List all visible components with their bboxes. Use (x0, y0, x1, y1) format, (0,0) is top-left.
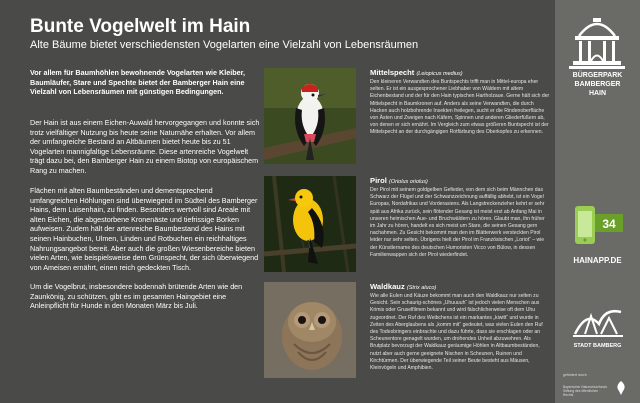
bird-name: Mittelspecht (Leiopicus medius) (370, 68, 463, 77)
bird-description: Wie alle Eulen und Käuze bekommt man auch den Waldkauz nur selten zu Gesicht. Sein schaurig-schönes „Uhuuuuh“ ist jedoch vielen Menschen aus Krimis oder Gruselfilmen bekannt und wird fälschlicherweise oft dem Uhu zugeordnet. Der Ruf des Weibchens ist ein markantes „kiwitt“ und wurde in Zeiten des Aberglaubens als „komm mit“ gedeutet, was vielen Eulen den Ruf des Todesbringers einbrachte und dazu führte, dass sie erschlagen oder an Scheunentore genagelt wurden, um drohendes Unheil abzuwehren. Als Brutplatz bevorzugt der Waldkauz geräumige Höhlen in Altbaumbeständen, nutzt aber auch gerne geeignete Nischen in Scheunen, Ruinen und Kirchtürmen. Der überwiegende Teil seiner Beute besteht aus Mäusen, Kleinvögeln und Amphibien. (370, 293, 543, 372)
bird-description: Der Pirol mit seinem goldgelben Gefieder, von dem sich beim Männchen das Schwarz der Flügel und der Schwanzzeichnung auffällig abhebt, ist ein Vogel Europas, Nordafrikas und Vorderasiens. Als Langstreckenzieher kehrt er sehr spät aus Afrika zurück, sein flötender Gesang ist meist erst ab Anfang Mai in unseren heimischen Aue- und Bruchwäldern zu hören. Glaubt man, ihn früher im Jahr zu hören, handelt es sich meist um Stare, die seinen Gesang gern nachahmen. Zu Gesicht bekommt man den im Blätterwerk versteckten Pirol leider nur sehr selten. Übrigens hielt der Pirol im Französischen „Loriot“ – wie der Künstlername des deutschen Humoristen Vicco von Bülow, in dessen Familienwappen sich der Pirol wiederfindet. (370, 187, 545, 258)
leaf-icon (615, 381, 627, 395)
park-name-line: HAIN (588, 90, 607, 97)
intro-paragraph: Vor allem für Baumhöhlen bewohnende Vogelarten wie Kleiber, Baumläufer, Stare und Spechte bietet der Bamberger Hain eine Vielzahl von Lebensräumen mit günstigen Bedingungen. (30, 68, 245, 97)
app-link: HAINAPP.DE (573, 256, 622, 265)
phone-icon (571, 204, 626, 250)
page-subtitle: Alte Bäume bietet verschiedensten Vogelarten eine Vielzahl von Lebensräumen (30, 39, 419, 51)
station-number: 34 (602, 217, 616, 231)
bird-entry-waldkauz (370, 282, 550, 372)
city-bamberg-logo-icon (569, 300, 627, 340)
bird-description: Den kleineren Verwandten des Buntspechts trifft man in Mittel-europa eher selten. Er ist ein ausgesprochener Liebhaber von Wäldern mit altem Eichenbestand und der für den Hain typischen Hartholzaue. Gerne hält sich der Mittelspecht in Baumkronen auf. Anders als seine Verwandten, die durch Hacken auch holzbohrende Insekten freilegen, sucht er die Rindenoberfläche von Ästen und Zweigen nach Käfern, Spinnen und anderen Gliederfüßern ab, von denen er sich ernährt. Im Vergleich zum etwas größeren Buntspecht ist der Mittelspecht an der durchgängigen Rotfärbung des Oberkopfes zu erkennen. (370, 79, 550, 136)
park-name-line: BAMBERGER (574, 81, 621, 88)
photo-pirol (264, 176, 356, 272)
body-paragraph-3: Um die Vogelbrut, insbesondere bodennah brütende Arten wie den Zaunkönig, zu schützen, gibt es im gesamten Haingebiet eine Anleinpflicht für Hunde in den Monaten März bis Juli. (30, 282, 243, 311)
body-paragraph-2: Flächen mit alten Baumbeständen und dementsprechend umfangreichen Höhlungen sind überwiegend im Südteil des Bamberger Hains, dem Luisenhain, zu finden. Besonders wertvoll sind Areale mit alten Eichen, die abgestorbene Kronenäste und tiefrissige Borken aufweisen. Zudem hält der artenreiche Baumbestand des Hains mit seinen Hainbuchen, Ulmen, Linden und Rotbuchen ein reichhaltiges Nahrungsangebot bereit. Aber auch die großen Wiesenbereiche bieten vielen Arten, wie beispielsweise dem Grünspecht, der sich überwiegend von Ameisen ernährt, einen reich gedeckten Tisch. (30, 186, 259, 272)
sidebar (555, 0, 640, 403)
page-title: Bunte Vogelwelt im Hain (30, 16, 251, 37)
photo-mittelspecht (264, 68, 356, 164)
park-name-line: BÜRGERPARK (572, 72, 623, 79)
main-panel (22, 10, 550, 395)
city-label: STADT BAMBERG (573, 343, 622, 349)
photo-waldkauz (264, 282, 356, 378)
funded-by-label: gefördert durch (563, 373, 587, 377)
bird-name: Waldkauz (Strix aluco) (370, 282, 437, 291)
park-pavilion-icon (565, 14, 629, 70)
foundation-label: Bayerischer Naturschutzfonds Stiftung des öffentlichen Rechts (563, 385, 607, 397)
body-paragraph-1: Der Hain ist aus einem Eichen-Auwald hervorgegangen und konnte sich trotz vielfältiger Nutzung bis heute seine Naturnähe erhalten. Vor allem der umfangreiche Bestand an Altbäumen bietet heute bis zu 51 Vogelarten mannigfaltige Lebensräume. Diese artenreiche Vogelwelt trägt dazu bei, den Bamberger Hain zu einem Biotop von europäischem Rang zu machen. (30, 118, 260, 175)
bird-name: Pirol (Oriolus oriolus) (370, 176, 428, 185)
bird-entry-mittelspecht (370, 68, 550, 137)
bird-entry-pirol (370, 176, 550, 259)
